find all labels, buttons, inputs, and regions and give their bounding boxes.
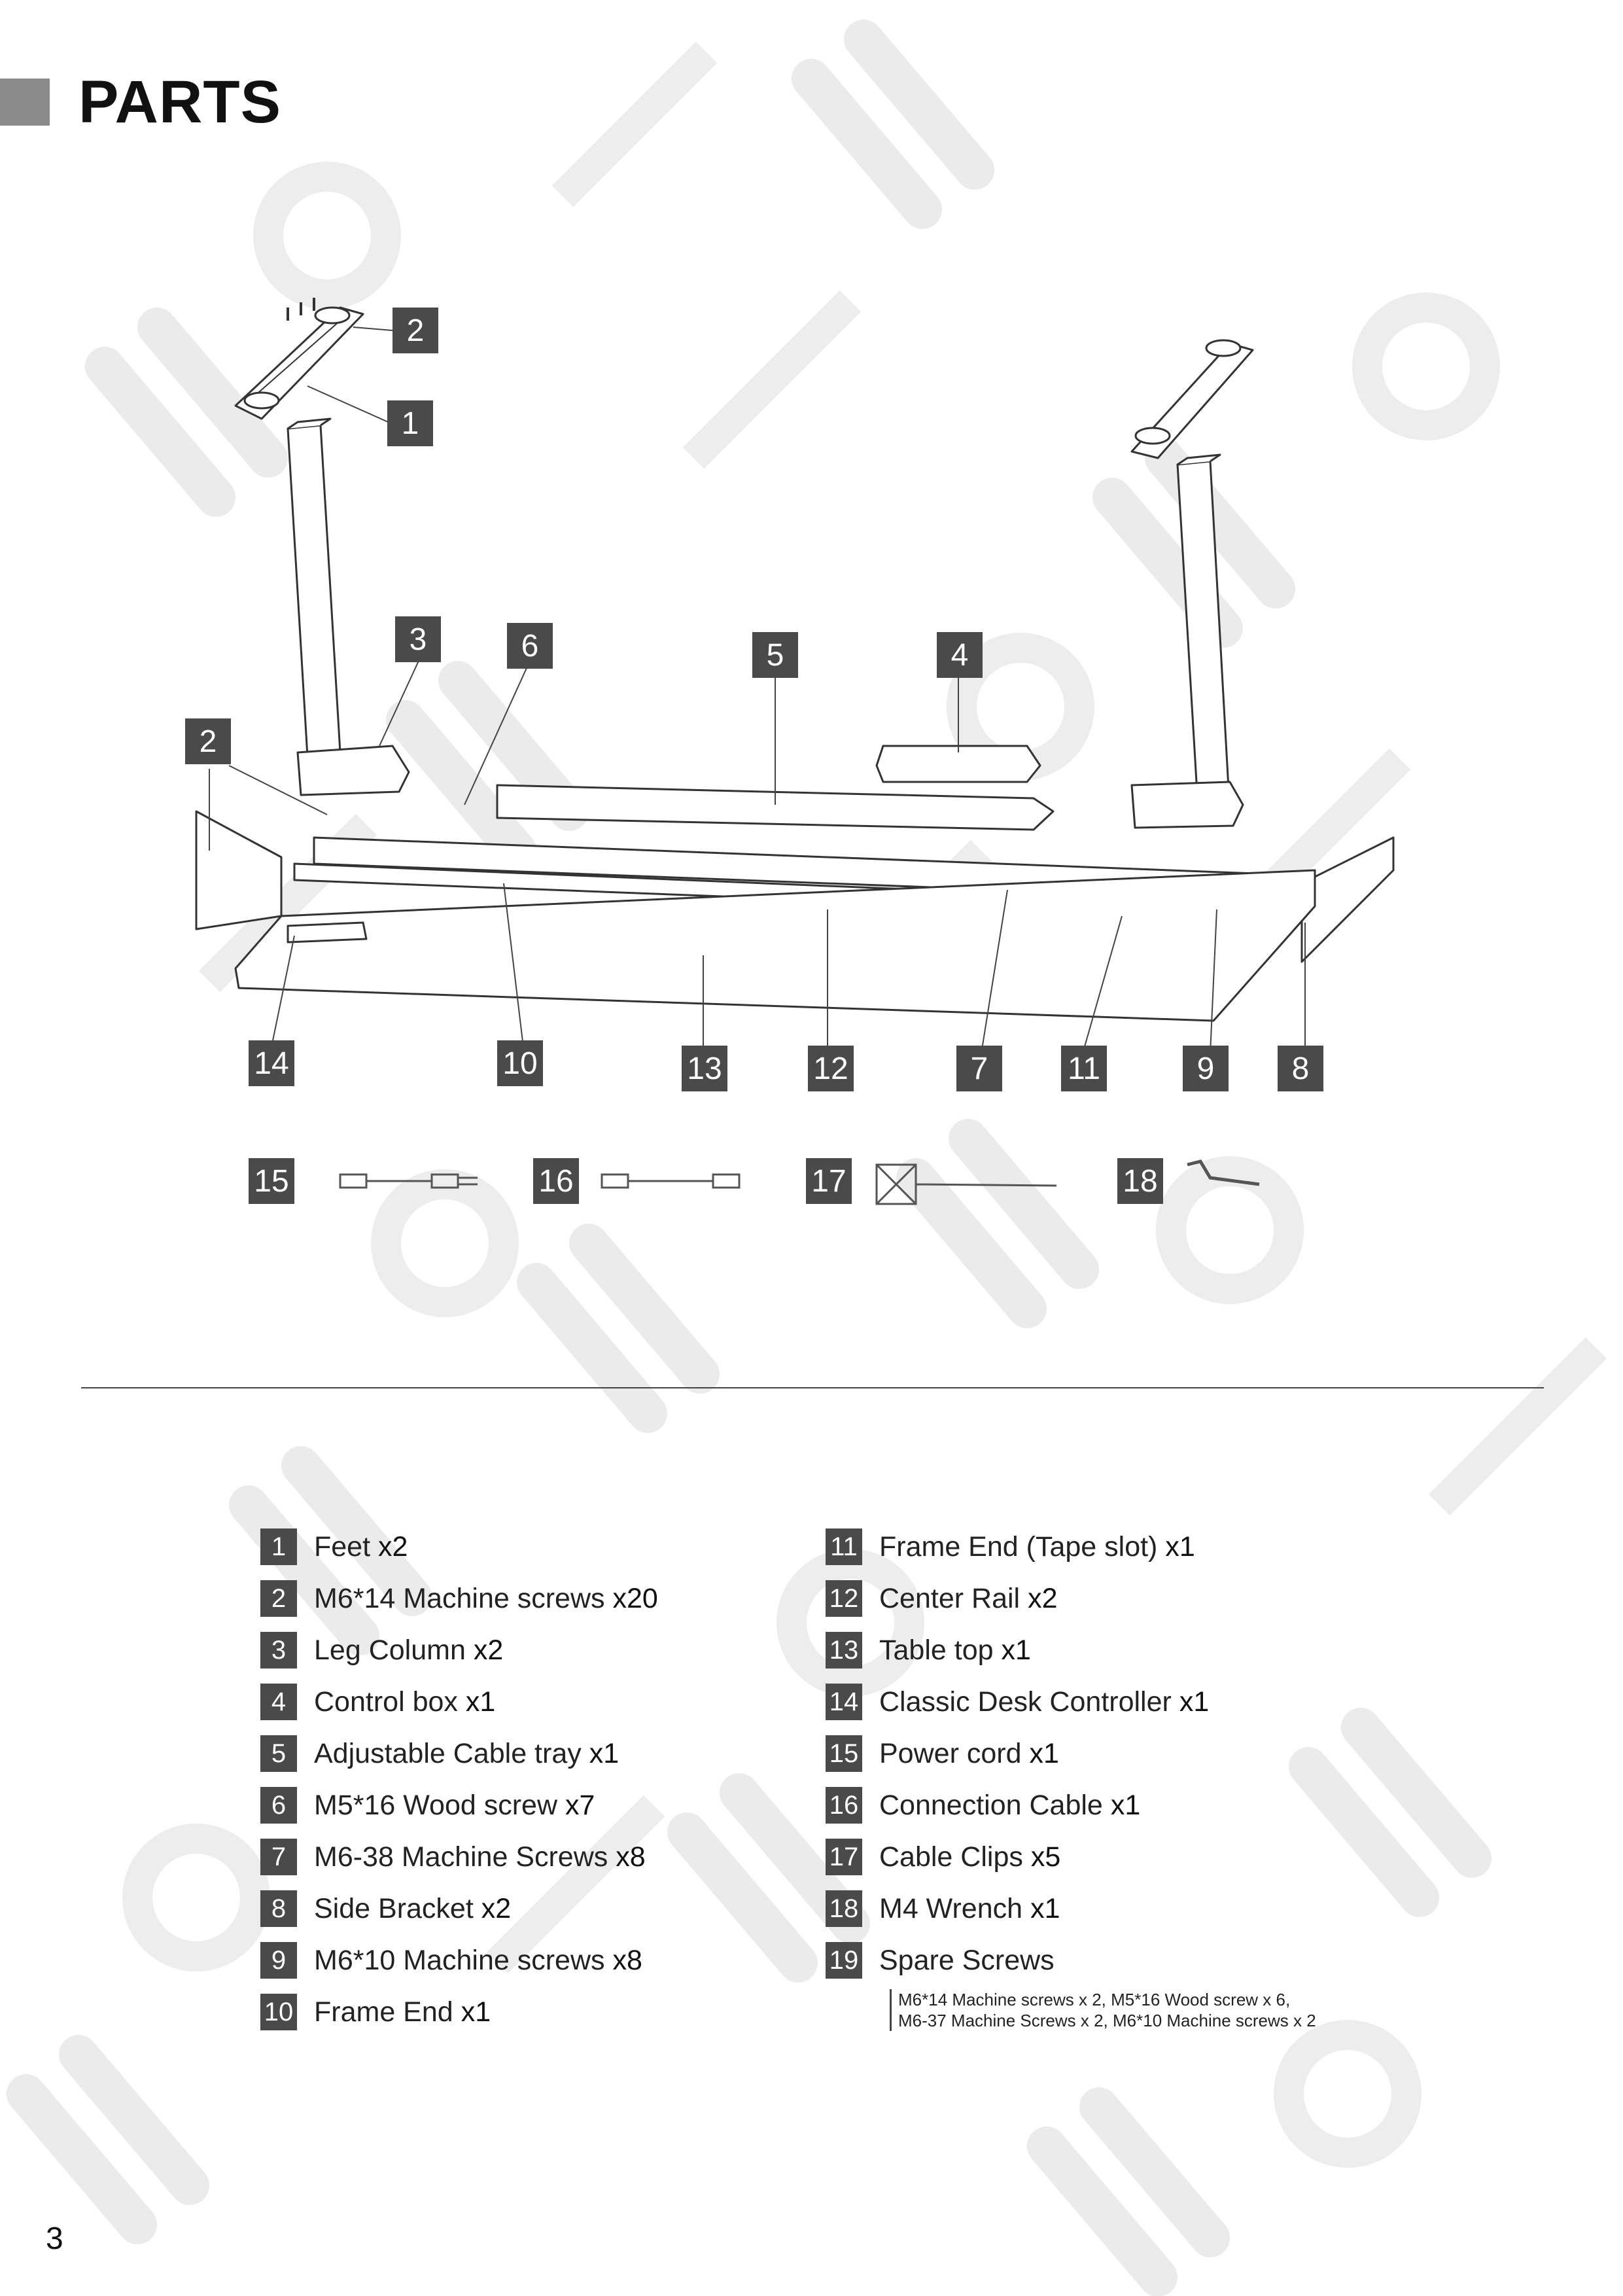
part-number: 11: [826, 1528, 862, 1565]
part-quantity: x1: [465, 1686, 496, 1718]
list-item: [826, 1579, 1058, 1618]
part-quantity: x1: [461, 1996, 491, 2028]
list-item: [826, 1889, 1060, 1928]
list-item: [260, 1631, 503, 1670]
part-name: Adjustable Cable tray: [314, 1737, 582, 1769]
list-item: [826, 1941, 1062, 1980]
part-number: 10: [260, 1994, 297, 2030]
part-quantity: x1: [1110, 1789, 1141, 1821]
page-title: PARTS: [79, 69, 281, 135]
left-leg-column-drawing: [288, 419, 409, 795]
callout-1: 1: [387, 400, 433, 446]
part-number: 3: [260, 1632, 297, 1669]
callout-14: 14: [249, 1040, 294, 1086]
part-quantity: x8: [616, 1841, 646, 1873]
callout-11: 11: [1061, 1046, 1107, 1091]
part-number: 18: [826, 1890, 862, 1927]
callout-8: 8: [1278, 1046, 1323, 1091]
callout-6: 6: [507, 623, 553, 669]
connection-cable-drawing: [602, 1174, 739, 1188]
callout-9: 9: [1183, 1046, 1229, 1091]
part-number: 9: [260, 1942, 297, 1979]
part-number: 19: [826, 1942, 862, 1979]
list-item: [260, 1579, 658, 1618]
list-item: [260, 1734, 619, 1773]
callout-5: 5: [752, 632, 798, 678]
part-quantity: x1: [1179, 1686, 1210, 1718]
part-quantity: x1: [589, 1737, 620, 1769]
list-item: [826, 1837, 1060, 1877]
part-number: 7: [260, 1839, 297, 1875]
callout-13: 13: [682, 1046, 727, 1091]
list-item: [260, 1992, 491, 2032]
spare-note-line-2: M6-37 Machine Screws x 2, M6*10 Machine screws x 2: [898, 2011, 1316, 2030]
part-name: M5*16 Wood screw: [314, 1789, 558, 1821]
left-foot-drawing: [236, 298, 363, 419]
list-item: [826, 1734, 1059, 1773]
spare-note-line-1: M6*14 Machine screws x 2, M5*16 Wood screw x 6,: [898, 1990, 1291, 2009]
part-name: Connection Cable: [879, 1789, 1103, 1821]
part-name: Frame End (Tape slot): [879, 1530, 1158, 1563]
spare-screws-note: [890, 1989, 1316, 2031]
page-number: 3: [46, 2221, 63, 2256]
part-number: 13: [826, 1632, 862, 1669]
callout-7: 7: [956, 1046, 1002, 1091]
part-number: 16: [826, 1787, 862, 1824]
part-number: 4: [260, 1684, 297, 1720]
part-number: 15: [826, 1735, 862, 1772]
part-name: M6-38 Machine Screws: [314, 1841, 608, 1873]
list-item: [260, 1682, 495, 1722]
part-number: 8: [260, 1890, 297, 1927]
wrench-drawing: [1187, 1161, 1259, 1184]
part-name: M6*10 Machine screws: [314, 1944, 605, 1976]
part-name: Spare Screws: [879, 1944, 1055, 1976]
section-tab-marker: [0, 79, 50, 126]
part-quantity: x8: [612, 1944, 642, 1976]
part-number: 17: [826, 1839, 862, 1875]
part-name: Power cord: [879, 1737, 1022, 1769]
callout-18: 18: [1117, 1158, 1163, 1204]
part-quantity: x1: [1030, 1892, 1060, 1924]
callout-10: 10: [497, 1040, 543, 1086]
part-name: Leg Column: [314, 1634, 466, 1666]
list-item: [260, 1941, 642, 1980]
list-item: [826, 1631, 1031, 1670]
part-quantity: x2: [481, 1892, 512, 1924]
part-quantity: x2: [1028, 1582, 1058, 1614]
part-name: M4 Wrench: [879, 1892, 1023, 1924]
part-number: 1: [260, 1528, 297, 1565]
callout-3: 3: [395, 616, 441, 662]
part-quantity: x20: [612, 1582, 658, 1614]
part-quantity: x1: [1165, 1530, 1195, 1563]
callout-2-left: 2: [185, 718, 231, 764]
callout-15: 15: [249, 1158, 294, 1204]
part-quantity: x2: [473, 1634, 504, 1666]
part-quantity: x1: [1001, 1634, 1031, 1666]
list-item: [260, 1527, 408, 1566]
part-number: 14: [826, 1684, 862, 1720]
part-name: Classic Desk Controller: [879, 1686, 1172, 1718]
part-name: Table top: [879, 1634, 994, 1666]
part-quantity: x7: [565, 1789, 595, 1821]
list-item: [826, 1527, 1195, 1566]
part-quantity: x5: [1030, 1841, 1061, 1873]
callout-17: 17: [806, 1158, 852, 1204]
list-item: [826, 1786, 1140, 1825]
cable-clip-drawing: [877, 1165, 1056, 1204]
callout-2-top: 2: [393, 308, 438, 353]
part-name: M6*14 Machine screws: [314, 1582, 605, 1614]
part-quantity: x2: [378, 1530, 408, 1563]
list-item: [826, 1682, 1209, 1722]
list-item: [260, 1786, 595, 1825]
callout-16: 16: [533, 1158, 579, 1204]
part-number: 6: [260, 1787, 297, 1824]
part-name: Side Bracket: [314, 1892, 474, 1924]
list-item: [260, 1837, 646, 1877]
right-leg-column-drawing: [1132, 455, 1243, 828]
callout-4: 4: [937, 632, 983, 678]
part-number: 5: [260, 1735, 297, 1772]
part-name: Control box: [314, 1686, 458, 1718]
right-foot-drawing: [1132, 340, 1253, 458]
section-divider: [81, 1387, 1544, 1388]
part-quantity: x1: [1029, 1737, 1059, 1769]
part-name: Center Rail: [879, 1582, 1021, 1614]
power-cord-drawing: [340, 1174, 478, 1188]
callout-12: 12: [808, 1046, 854, 1091]
list-item: [260, 1889, 511, 1928]
part-name: Feet: [314, 1530, 371, 1563]
controller-drawing: [288, 923, 366, 942]
part-name: Cable Clips: [879, 1841, 1023, 1873]
part-name: Frame End: [314, 1996, 453, 2028]
part-number: 12: [826, 1580, 862, 1617]
part-number: 2: [260, 1580, 297, 1617]
